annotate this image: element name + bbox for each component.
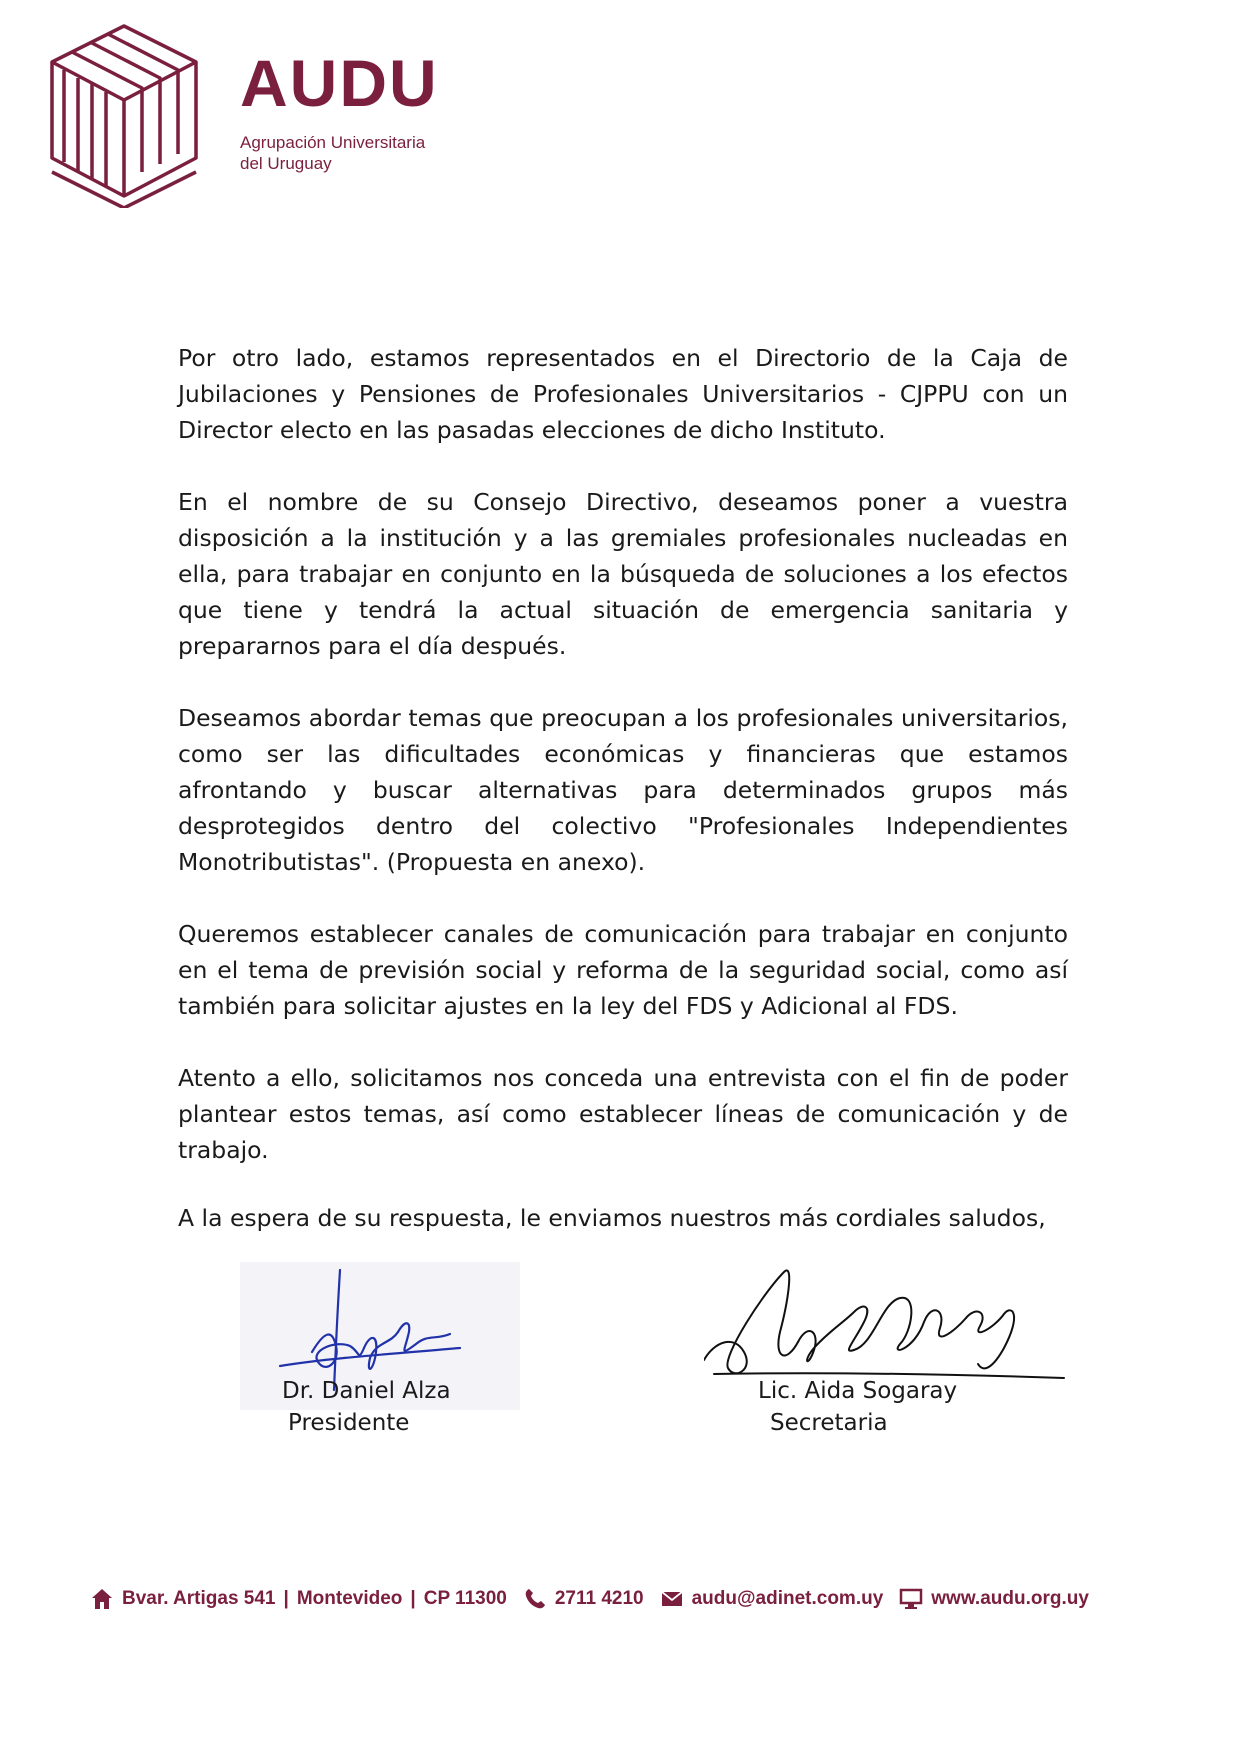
footer-contact-bar	[90, 1582, 1140, 1616]
footer-address-group	[90, 1587, 507, 1611]
audu-logo-icon	[44, 22, 204, 208]
org-name-line2: del Uruguay	[240, 154, 332, 173]
org-name-line1: Agrupación Universitaria	[240, 133, 426, 152]
signature-block-secretary	[704, 1262, 1084, 1436]
signatory-name-left: Dr. Daniel Alza	[282, 1378, 451, 1404]
home-icon	[90, 1587, 114, 1611]
footer-web-group	[899, 1587, 1089, 1611]
footer-email-group	[660, 1587, 884, 1611]
footer-postal: CP 11300	[423, 1588, 507, 1609]
footer-website[interactable]: www.audu.org.uy	[931, 1588, 1089, 1609]
letter-body	[178, 340, 1068, 1204]
closing-line: A la espera de su respuesta, le enviamos nuestros más cordiales saludos,	[178, 1204, 1046, 1232]
signature-block-president	[240, 1262, 520, 1436]
letterhead	[44, 22, 504, 212]
phone-icon	[523, 1587, 547, 1611]
signatory-name-right: Lic. Aida Sogaray	[758, 1378, 958, 1404]
mail-icon	[660, 1587, 684, 1611]
footer-phone-group	[523, 1587, 644, 1611]
separator: |	[283, 1588, 289, 1609]
footer-address: Bvar. Artigas 541	[122, 1588, 276, 1609]
signatory-title-left: Presidente	[288, 1410, 410, 1436]
paragraph: Por otro lado, estamos representados en el Directorio de la Caja de Jubilaciones y Pensiones de Profesionales Universitarios - CJPPU con un Director electo en las pasadas elecciones de dicho Instituto.	[178, 344, 1068, 444]
footer-email[interactable]: audu@adinet.com.uy	[691, 1588, 884, 1609]
separator: |	[410, 1588, 416, 1609]
paragraph: Queremos establecer canales de comunicación para trabajar en conjunto en el tema de previsión social y reforma de la seguridad social, como así también para solicitar ajustes en la ley del FDS y Adicional al FDS.	[178, 920, 1068, 1020]
paragraph: En el nombre de su Consejo Directivo, deseamos poner a vuestra disposición a la institución y a las gremiales profesionales nucleadas en ella, para trabajar en conjunto en la búsqueda de soluciones a los efectos que tiene y tendrá la actual situación de emergencia sanitaria y prepararnos para el día después.	[178, 488, 1068, 660]
footer-city: Montevideo	[296, 1588, 403, 1609]
signatory-title-right: Secretaria	[770, 1410, 888, 1436]
footer-phone[interactable]: 2711 4210	[554, 1588, 644, 1609]
paragraph: Atento a ello, solicitamos nos conceda una entrevista con el fin de poder plantear estos temas, así como establecer líneas de comunicación y de trabajo.	[178, 1064, 1068, 1164]
paragraph: Deseamos abordar temas que preocupan a los profesionales universitarios, como ser las dificultades económicas y financieras que estamos afrontando y buscar alternativas para determinados grupos más desprotegidos dentro del colectivo "Profesionales Independientes Monotributistas". (Propuesta en anexo).	[178, 704, 1068, 876]
monitor-icon	[899, 1587, 923, 1611]
org-full-name	[240, 132, 500, 174]
org-acronym: AUDU	[240, 46, 439, 120]
